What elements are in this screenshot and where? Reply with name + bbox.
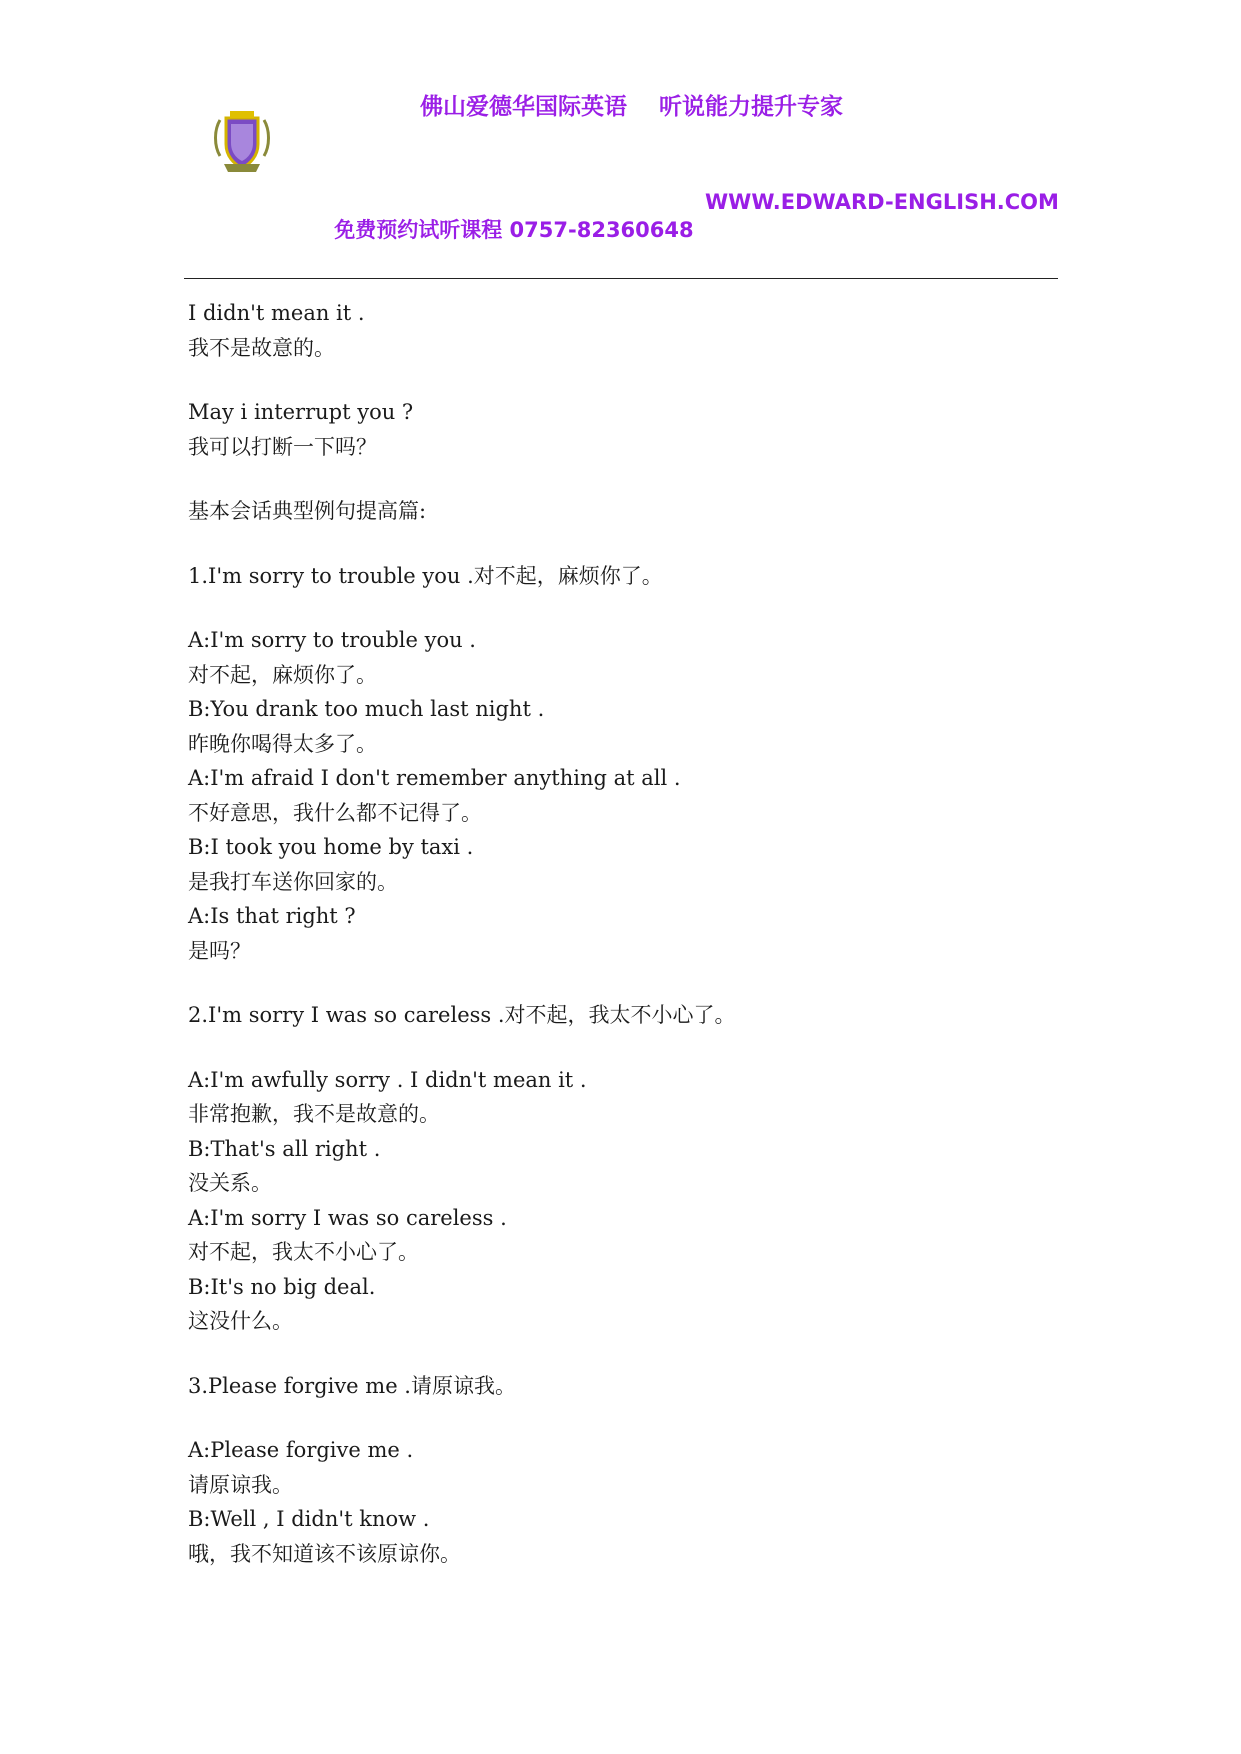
paragraph-gap [188,464,1068,494]
text-line: 请原谅我。 [188,1472,293,1497]
text-line: 是我打车送你回家的。 [188,869,398,894]
text-block [188,1369,1068,1404]
text-block [188,998,1068,1033]
text-line: 对不起，麻烦你了。 [188,662,377,687]
text-line: May i interrupt you ? [188,400,414,424]
paragraph-gap [188,593,1068,623]
text-line: I didn't mean it . [188,301,365,325]
text-line: A:I'm sorry to trouble you . [188,628,476,652]
text-line: 我不是故意的。 [188,335,335,360]
text-line: A:Please forgive me . [188,1438,414,1462]
paragraph-gap [188,529,1068,559]
paragraph-gap [188,1339,1068,1369]
paragraph-gap [188,365,1068,395]
text-line: B:It's no big deal. [188,1274,376,1299]
text-line: A:Is that right ? [188,904,356,928]
paragraph-gap [188,1403,1068,1433]
website-url[interactable]: WWW.EDWARD-ENGLISH.COM [705,190,1059,214]
shield-crest-icon [212,108,272,176]
text-line: 哦，我不知道该不该原谅你。 [188,1541,461,1566]
text-line: 是吗？ [188,938,251,963]
text-line: A:I'm afraid I don't remember anything at all . [188,766,681,790]
header-title: 佛山爱德华国际英语 听说能力提升专家 [420,94,844,120]
text-line: 不好意思，我什么都不记得了。 [188,800,482,825]
text-block [188,559,1068,594]
text-line: 昨晚你喝得太多了。 [188,731,377,756]
header-divider [184,278,1058,279]
booking-phone-text: 免费预约试听课程 0757-82360648 [334,218,694,242]
text-line: 我可以打断一下吗？ [188,434,377,459]
text-line: A:I'm awfully sorry . I didn't mean it . [188,1067,587,1092]
text-line: B:You drank too much last night . [188,697,545,721]
text-line: 2.I'm sorry I was so careless .对不起，我太不小心了。 [188,1003,736,1027]
text-line: 基本会话典型例句提高篇: [188,499,427,523]
text-line: B:Well , I didn't know . [188,1507,430,1531]
text-line: 这没什么。 [188,1309,293,1333]
paragraph-gap [188,968,1068,998]
text-line: B:I took you home by taxi . [188,835,474,859]
paragraph-gap [188,1033,1068,1063]
text-line: B:That's all right . [188,1136,381,1161]
text-line: 1.I'm sorry to trouble you .对不起，麻烦你了。 [188,563,663,588]
text-block [188,494,1068,529]
text-block [188,1063,1068,1339]
text-line: 没关系。 [188,1171,272,1195]
text-line: 对不起，我太不小心了。 [188,1240,419,1264]
text-block [188,1433,1068,1571]
text-line: A:I'm sorry I was so careless . [188,1205,507,1230]
text-line: 3.Please forgive me .请原谅我。 [188,1373,516,1398]
text-block [188,623,1068,968]
header-booking [305,190,1059,292]
text-line: 非常抱歉，我不是故意的。 [188,1102,440,1126]
lesson-body [188,296,1068,1571]
text-block [188,296,1068,365]
text-block [188,395,1068,464]
